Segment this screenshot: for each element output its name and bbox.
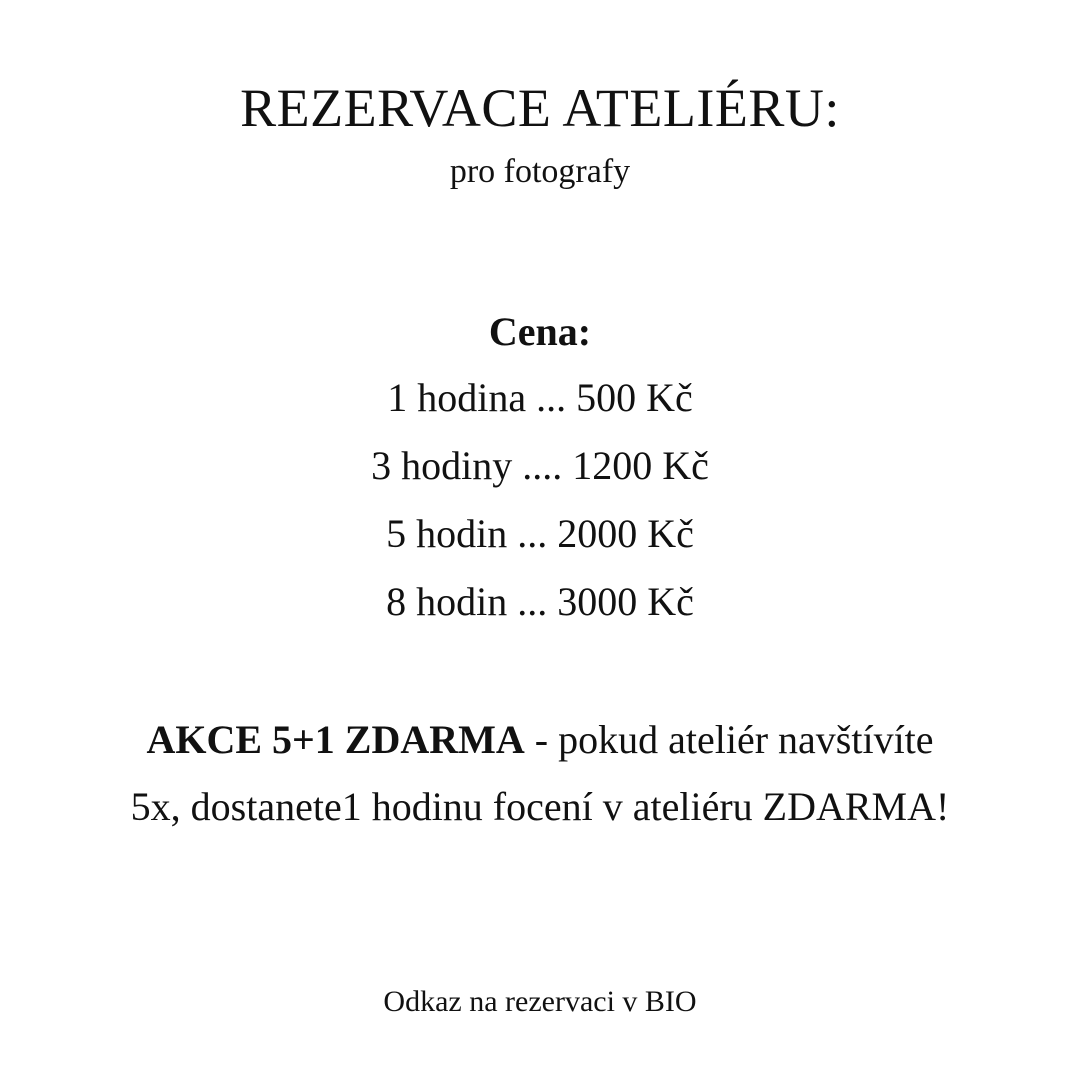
price-list bbox=[0, 300, 1080, 636]
bio-link-note: Odkaz na rezervaci v BIO bbox=[383, 985, 697, 1018]
promo-text bbox=[120, 706, 960, 840]
promo-highlight: AKCE 5+1 ZDARMA bbox=[146, 717, 525, 762]
price-line: 8 hodin ... 3000 Kč bbox=[386, 579, 694, 624]
price-line: 5 hodin ... 2000 Kč bbox=[386, 511, 694, 556]
price-heading: Cena: bbox=[488, 309, 592, 354]
price-line: 3 hodiny .... 1200 Kč bbox=[371, 443, 709, 488]
promo-description: - pokud ateliér navštívíte 5x, dostanete1 hodinu focení v ateliéru ZDARMA! bbox=[130, 717, 950, 829]
price-line: 1 hodina ... 500 Kč bbox=[387, 375, 693, 420]
page-title: REZERVACE ATELIÉRU: bbox=[240, 78, 840, 138]
page-subtitle: pro fotografy bbox=[449, 153, 631, 190]
